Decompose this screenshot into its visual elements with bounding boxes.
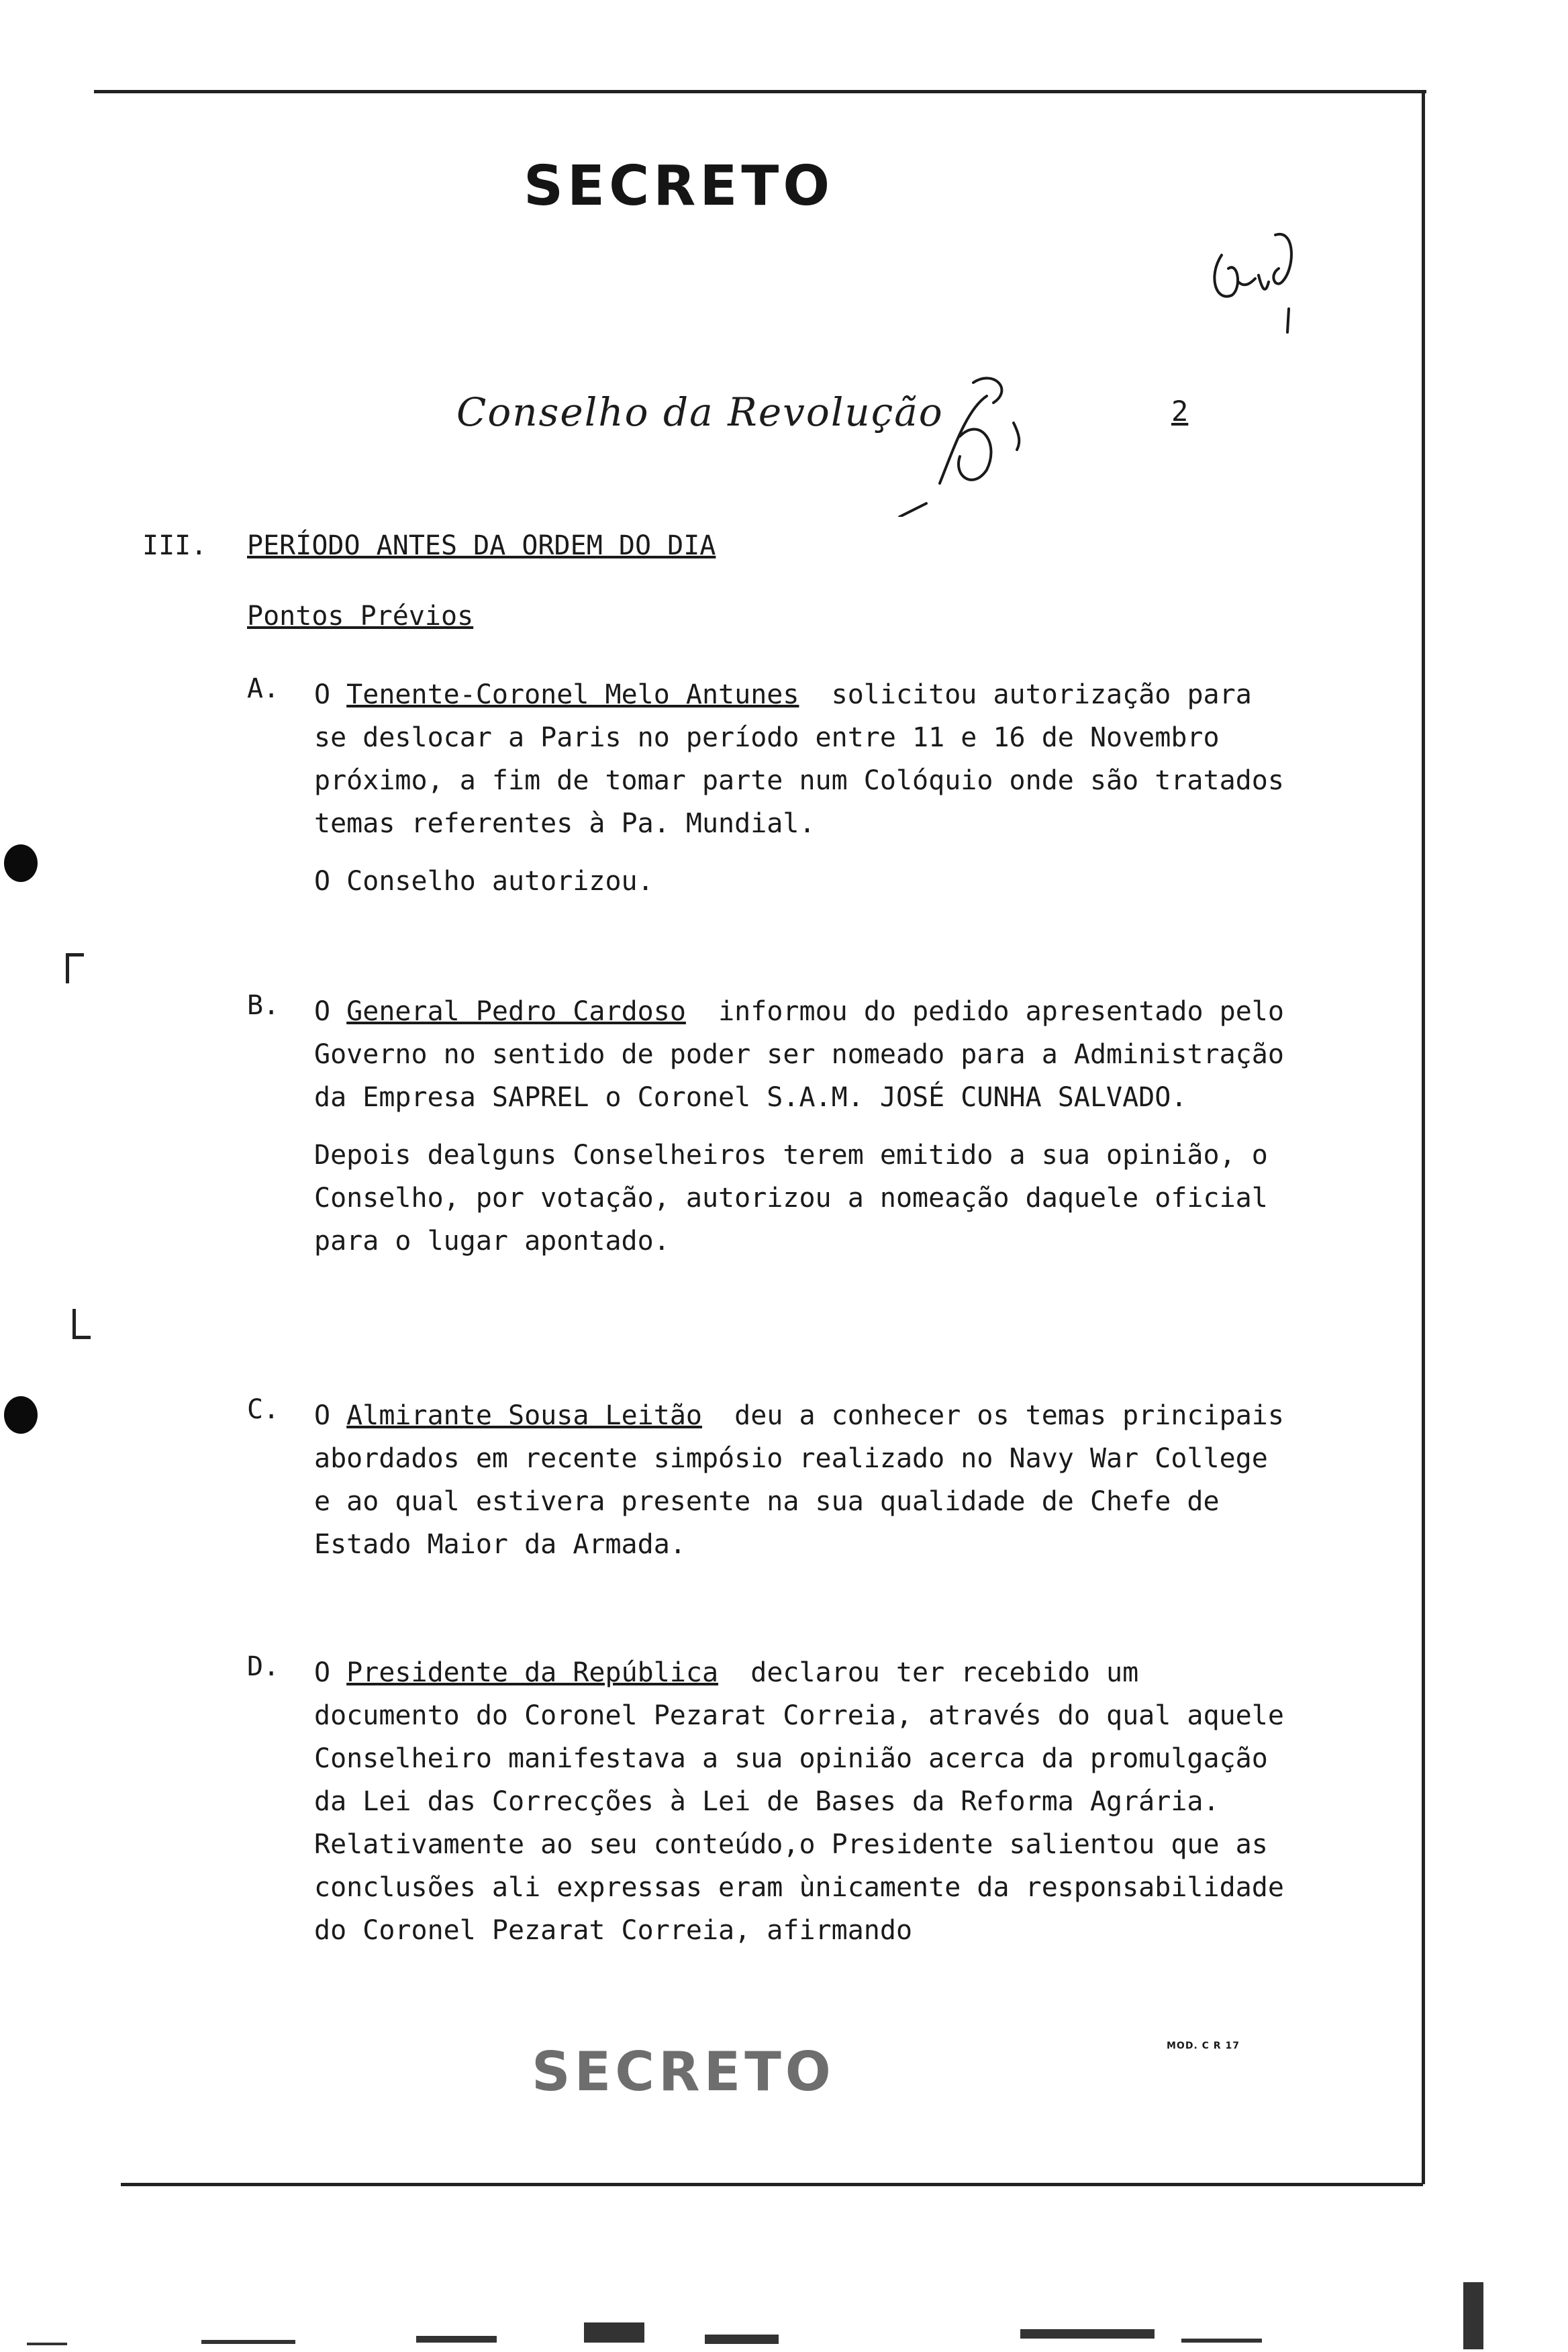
item-letter: D.	[247, 1651, 280, 1682]
item-paragraph: O Conselho autorizou.	[314, 866, 654, 897]
crop-mark	[66, 953, 84, 983]
classification-stamp-bottom: SECRETO	[532, 2041, 835, 2103]
item-subject: Almirante Sousa Leitão	[346, 1400, 702, 1431]
page-frame-bottom	[121, 2183, 1423, 2186]
page-number: 2	[1171, 395, 1189, 428]
item-subject: Presidente da República	[346, 1657, 719, 1688]
item-paragraph: O Presidente da República declarou ter recebido um documento do Coronel Pezarat Correia, através do qual aquele Conselheiro manifestava a sua opinião acerca da promulgação da Lei das Correcções à Lei de Bases da Reforma Agrária.	[314, 1657, 1284, 1817]
classification-stamp-top: SECRETO	[524, 154, 834, 218]
item-subject: General Pedro Cardoso	[346, 996, 686, 1027]
item-body	[314, 673, 1294, 918]
crop-mark	[72, 1309, 91, 1339]
letterhead: Conselho da Revolução	[456, 389, 944, 435]
item-letter: B.	[247, 990, 280, 1021]
section-title: PERÍODO ANTES DA ORDEM DO DIA	[247, 530, 716, 561]
section-numeral: III.	[142, 530, 207, 561]
item-body	[314, 1394, 1294, 1581]
scan-noise	[0, 2255, 1568, 2352]
item-paragraph: Depois dealguns Conselheiros terem emitido a sua opinião, o Conselho, por votação, autorizou a nomeação daquele oficial para o lugar apontado.	[314, 1140, 1268, 1257]
item-body	[314, 990, 1294, 1277]
signature	[886, 369, 1047, 517]
item-paragraph: Relativamente ao seu conteúdo,o Presidente salientou que as conclusões ali expressas eram ùnicamente da responsabilidade do Coronel Pezarat Correia, afirmando	[314, 1829, 1284, 1946]
item-text: declarou ter recebido um documento do Coronel Pezarat Correia, através do qual aquele Conselheiro manifestava a sua opinião acerca da promulgação da Lei das Correcções à Lei de Bases da Reforma Agrária.	[314, 1657, 1284, 1817]
punch-hole	[4, 844, 38, 882]
item-letter: C.	[247, 1394, 280, 1425]
form-code: MOD. C R 17	[1167, 2041, 1240, 2051]
item-text: deu a conhecer os temas principais abordados em recente simpósio realizado no Navy War College e ao qual estivera presente na sua qualidade de Chefe de Estado Maior da Armada.	[314, 1400, 1284, 1560]
handwritten-initials	[1202, 215, 1302, 336]
item-paragraph: O Almirante Sousa Leitão deu a conhecer os temas principais abordados em recente simpósio realizado no Navy War College e ao qual estivera presente na sua qualidade de Chefe de Estado Maior da Armada.	[314, 1400, 1284, 1560]
item-body	[314, 1651, 1294, 1967]
page-frame-top	[94, 90, 1426, 93]
subsection-title: Pontos Prévios	[247, 601, 474, 632]
punch-hole	[4, 1396, 38, 1434]
item-paragraph: O Tenente-Coronel Melo Antunes solicitou autorização para se deslocar a Paris no período entre 11 e 16 de Novembro próximo, a fim de tomar parte num Colóquio onde são tratados temas referentes à Pa. Mundial.	[314, 679, 1284, 839]
item-text: informou do pedido apresentado pelo Governo no sentido de poder ser nomeado para a Administração da Empresa SAPREL o Coronel S.A.M. JOSÉ CUNHA SALVADO.	[314, 996, 1284, 1113]
page-frame-right	[1422, 90, 1425, 2184]
item-text: solicitou autorização para se deslocar a Paris no período entre 11 e 16 de Novembro próximo, a fim de tomar parte num Colóquio onde são tratados temas referentes à Pa. Mundial.	[314, 679, 1284, 839]
item-paragraph: O General Pedro Cardoso informou do pedido apresentado pelo Governo no sentido de poder ser nomeado para a Administração da Empresa SAPREL o Coronel S.A.M. JOSÉ CUNHA SALVADO.	[314, 996, 1284, 1113]
item-letter: A.	[247, 673, 280, 704]
item-subject: Tenente-Coronel Melo Antunes	[346, 679, 799, 710]
